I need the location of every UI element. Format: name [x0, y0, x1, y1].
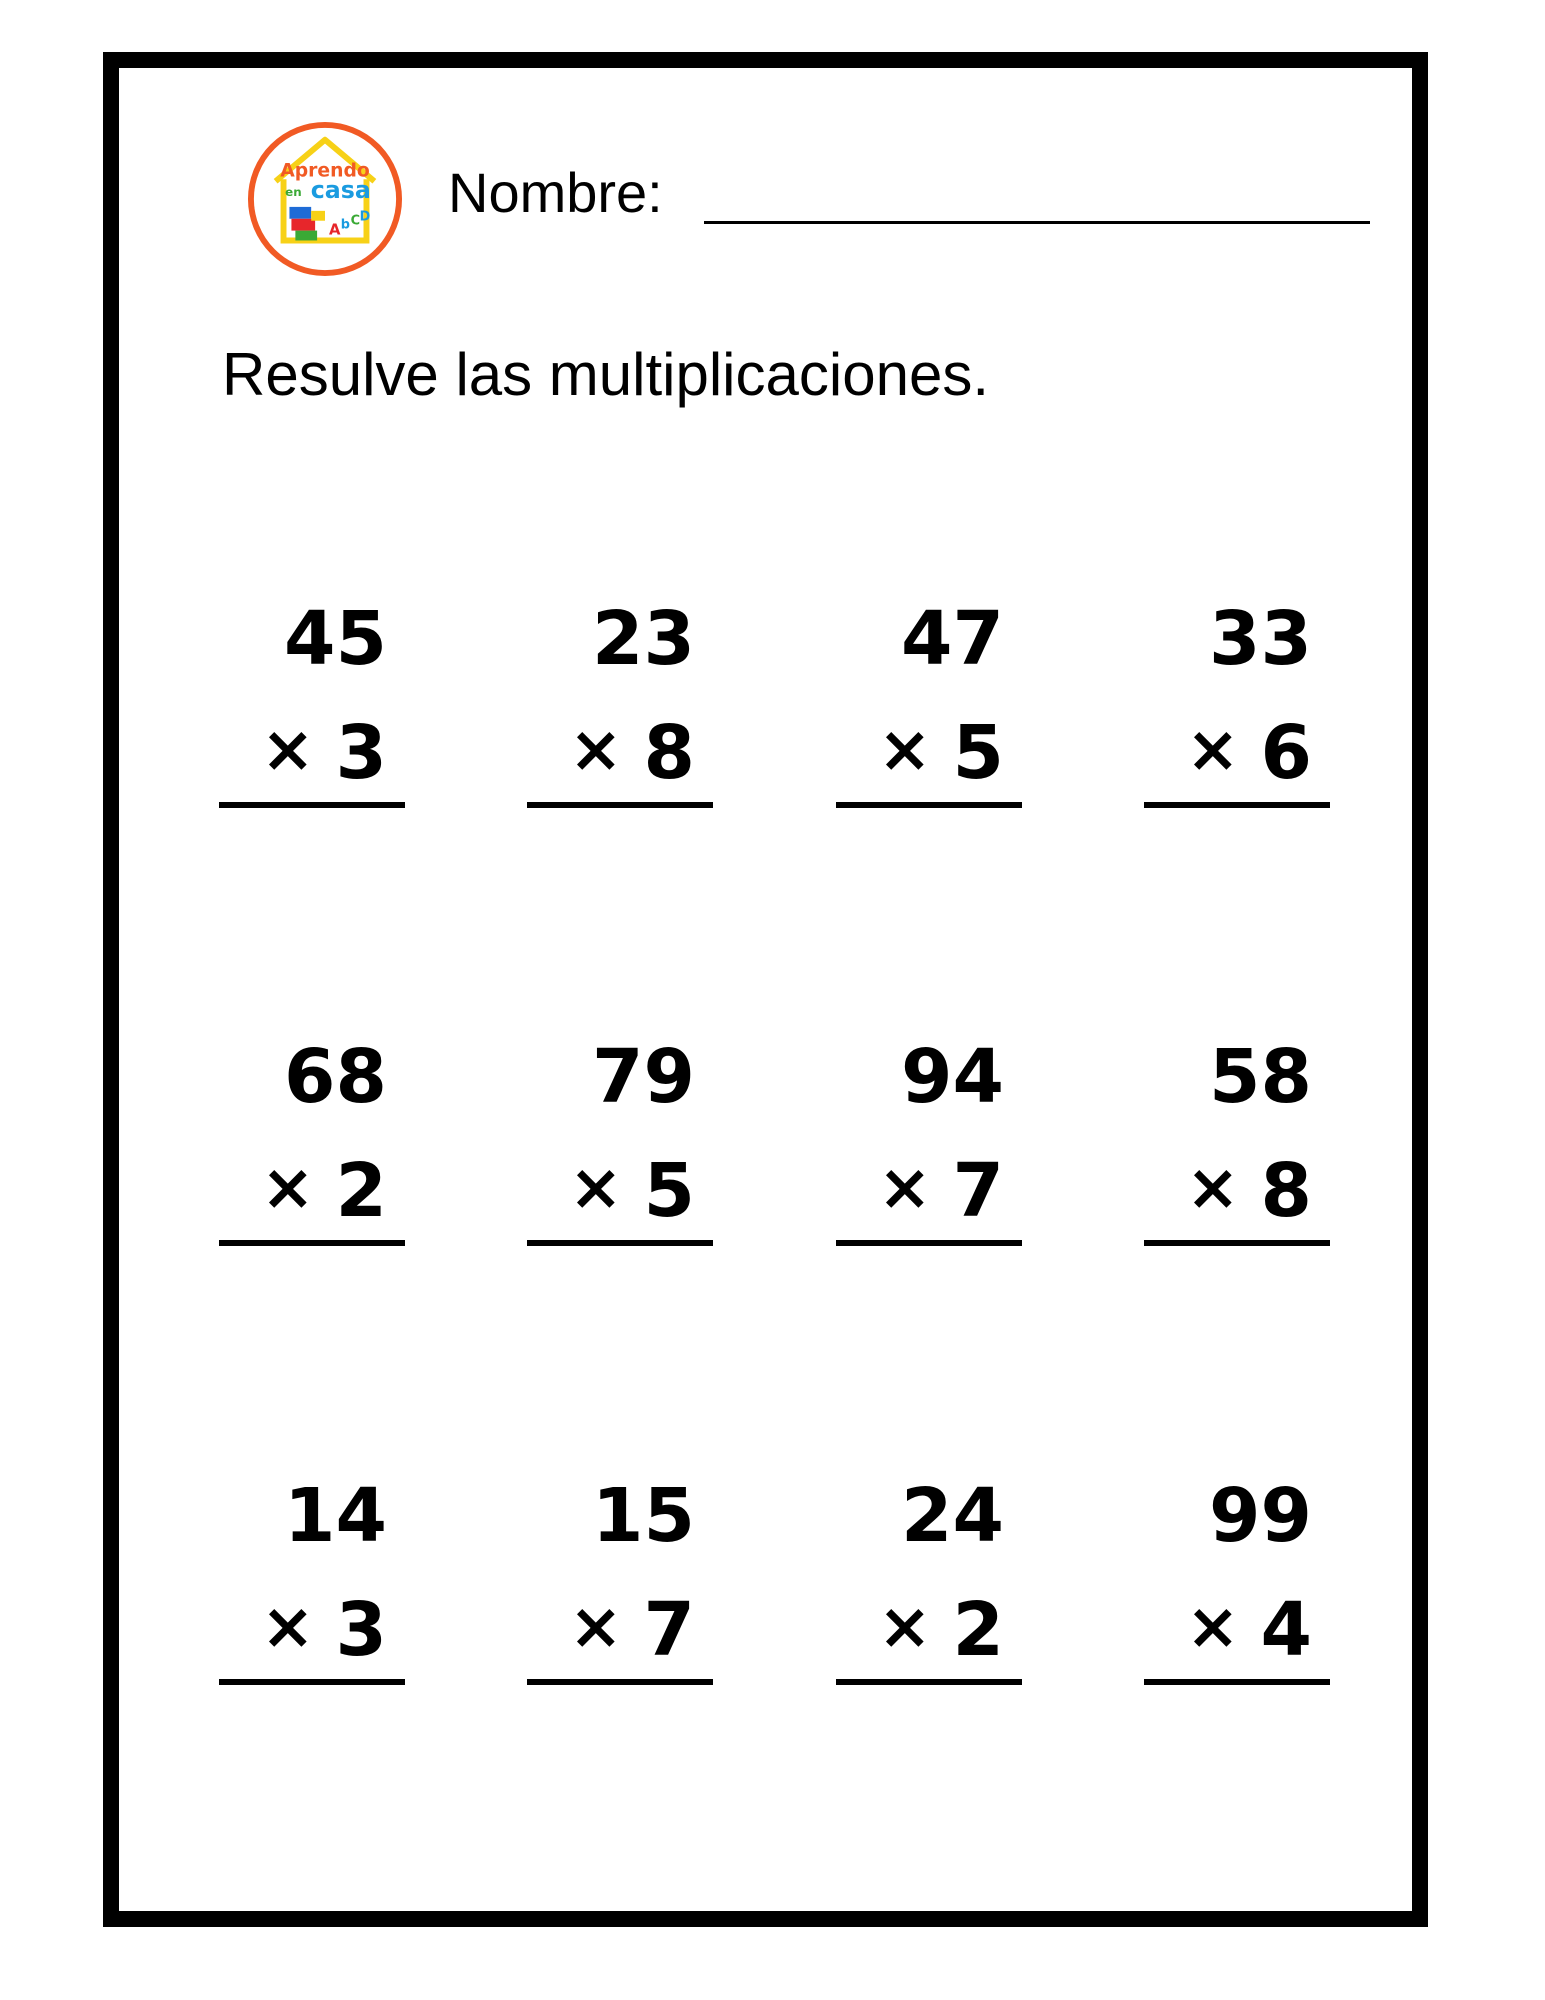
multiplier: 2	[952, 1587, 1004, 1673]
multiply-sign: ×	[1186, 1590, 1240, 1664]
multiplier: 7	[643, 1587, 695, 1673]
multiplier: 6	[1260, 710, 1312, 796]
multiplicand: 23	[592, 596, 695, 682]
multiplier: 5	[952, 710, 1004, 796]
multiplicand: 47	[901, 596, 1004, 682]
logo-text-casa: casa	[310, 176, 371, 205]
multiplication-problem	[1144, 1473, 1334, 1709]
multiplication-problem	[836, 596, 1026, 832]
name-input-line[interactable]	[704, 221, 1370, 224]
answer-line[interactable]	[219, 802, 405, 808]
answer-line[interactable]	[219, 1240, 405, 1246]
answer-line[interactable]	[527, 802, 713, 808]
multiplicand: 99	[1209, 1473, 1312, 1559]
multiply-sign: ×	[261, 713, 315, 787]
answer-line[interactable]	[219, 1679, 405, 1685]
multiply-sign: ×	[261, 1151, 315, 1225]
instructions-text: Resulve las multiplicaciones.	[222, 341, 989, 408]
multiplier: 7	[952, 1148, 1004, 1234]
multiplication-problem	[836, 1034, 1026, 1270]
logo-letter-a: A	[328, 221, 341, 239]
multiplier: 3	[335, 710, 387, 796]
multiplication-problem	[219, 596, 409, 832]
answer-line[interactable]	[836, 802, 1022, 808]
multiplication-problem	[527, 596, 717, 832]
logo-text-aprendo: Aprendo	[280, 160, 370, 182]
multiplicand: 45	[284, 596, 387, 682]
answer-line[interactable]	[527, 1240, 713, 1246]
multiply-sign: ×	[878, 713, 932, 787]
multiplier: 3	[335, 1587, 387, 1673]
aprendo-en-casa-logo	[246, 120, 404, 278]
multiplication-problem	[1144, 596, 1334, 832]
logo-text-en: en	[285, 185, 302, 200]
answer-line[interactable]	[527, 1679, 713, 1685]
multiplication-problem	[836, 1473, 1026, 1709]
multiplicand: 15	[592, 1473, 695, 1559]
multiplier: 5	[643, 1148, 695, 1234]
multiplicand: 24	[901, 1473, 1004, 1559]
multiply-sign: ×	[569, 1590, 623, 1664]
multiplicand: 79	[592, 1034, 695, 1120]
answer-line[interactable]	[836, 1679, 1022, 1685]
multiplier: 2	[335, 1148, 387, 1234]
multiply-sign: ×	[569, 1151, 623, 1225]
multiplier: 4	[1260, 1587, 1312, 1673]
multiplication-problem	[527, 1473, 717, 1709]
multiplicand: 58	[1209, 1034, 1312, 1120]
multiply-sign: ×	[261, 1590, 315, 1664]
multiplicand: 68	[284, 1034, 387, 1120]
multiplicand: 33	[1209, 596, 1312, 682]
multiplication-problem	[527, 1034, 717, 1270]
multiplicand: 94	[901, 1034, 1004, 1120]
name-label: Nombre:	[448, 161, 663, 224]
answer-line[interactable]	[836, 1240, 1022, 1246]
multiplier: 8	[1260, 1148, 1312, 1234]
multiply-sign: ×	[569, 713, 623, 787]
lego-block-yellow	[311, 211, 325, 221]
multiply-sign: ×	[878, 1151, 932, 1225]
answer-line[interactable]	[1144, 1240, 1330, 1246]
multiplicand: 14	[284, 1473, 387, 1559]
answer-line[interactable]	[1144, 802, 1330, 808]
multiplication-problem	[1144, 1034, 1334, 1270]
lego-block-green	[295, 231, 317, 241]
logo-letter-c: C	[350, 213, 361, 229]
answer-line[interactable]	[1144, 1679, 1330, 1685]
logo-letter-d: D	[359, 209, 371, 225]
lego-block-blue	[289, 207, 311, 219]
multiplication-problem	[219, 1034, 409, 1270]
multiply-sign: ×	[1186, 1151, 1240, 1225]
multiply-sign: ×	[878, 1590, 932, 1664]
multiplier: 8	[643, 710, 695, 796]
logo-letter-b: b	[340, 217, 350, 233]
multiply-sign: ×	[1186, 713, 1240, 787]
multiplication-problem	[219, 1473, 409, 1709]
